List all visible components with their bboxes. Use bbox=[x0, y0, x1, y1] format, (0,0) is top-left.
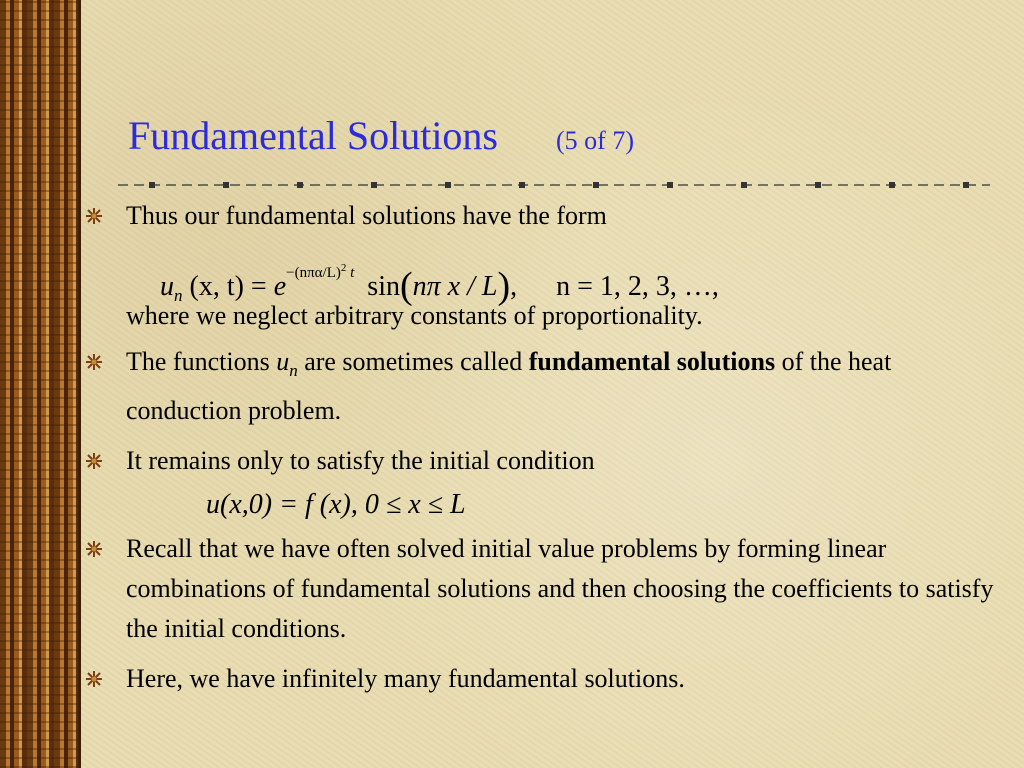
eq1-range: n = 1, 2, 3, …, bbox=[556, 271, 719, 302]
eq1-lhs-args: (x, t) = bbox=[189, 271, 274, 302]
equation-note: where we neglect arbitrary constants of proportionality. bbox=[126, 301, 703, 330]
starburst-bullet-icon bbox=[86, 208, 102, 224]
border-edge bbox=[78, 0, 81, 768]
eq1-lhs-sub: n bbox=[174, 286, 183, 305]
slide-title: Fundamental Solutions bbox=[128, 113, 498, 158]
slide-content bbox=[86, 196, 1006, 699]
starburst-bullet-icon bbox=[86, 354, 102, 370]
bullet-text-after: of the heat conduction problem. bbox=[126, 347, 892, 425]
eq1-func: sin bbox=[367, 271, 400, 302]
bullet-item bbox=[86, 196, 1006, 236]
bullet-text-middle: are sometimes called bbox=[297, 347, 529, 376]
slide-subtitle: (5 of 7) bbox=[556, 126, 634, 155]
wood-left-border bbox=[0, 0, 78, 768]
eq1-exp-base: e bbox=[273, 271, 287, 302]
bullet-text: Thus our fundamental solutions have the form bbox=[126, 201, 607, 230]
bullet-text: It remains only to satisfy the initial condition bbox=[126, 446, 595, 475]
eq1-exponent: −(nπα/L) bbox=[286, 265, 341, 281]
eq1-exponent-power: 2 bbox=[340, 262, 347, 274]
bullet-text-before: The functions bbox=[126, 347, 277, 376]
bullet-bold-term: fundamental solutions bbox=[528, 347, 776, 376]
starburst-bullet-icon bbox=[86, 541, 102, 557]
eq1-lhs-var: u bbox=[160, 271, 174, 302]
initial-condition-equation bbox=[86, 481, 1006, 529]
starburst-bullet-icon bbox=[86, 671, 102, 687]
fundamental-solution-equation: $u_n$ (x, $t) = e^{-(n\pi\alpha/L)^2 t}$ sin(nπ x / L), n = 1, 2, 3, …, bbox=[160, 262, 719, 307]
title-row bbox=[128, 112, 634, 172]
starburst-bullet-icon bbox=[86, 453, 102, 469]
bullet-text: Recall that we have often solved initial value problems by forming linear combinations of fundamental solutions and then choosing the coefficients to satisfy the initial conditions. bbox=[126, 534, 994, 643]
bullet-var: u bbox=[276, 347, 290, 376]
bullet-var-sub: n bbox=[289, 361, 298, 380]
eq1-exponent-tail: t bbox=[346, 265, 355, 281]
eq1-func-arg: nπ x / L bbox=[412, 271, 498, 302]
bullet-item bbox=[86, 529, 1006, 649]
eq2-text: u(x,0) = f (x), 0 ≤ x ≤ L bbox=[206, 489, 466, 520]
bullet-item bbox=[86, 441, 1006, 481]
bullet-item bbox=[86, 342, 1006, 431]
bullet-item bbox=[86, 659, 1006, 699]
bullet-text: Here, we have infinitely many fundamental solutions. bbox=[126, 664, 685, 693]
dash-dot-divider bbox=[118, 178, 990, 192]
